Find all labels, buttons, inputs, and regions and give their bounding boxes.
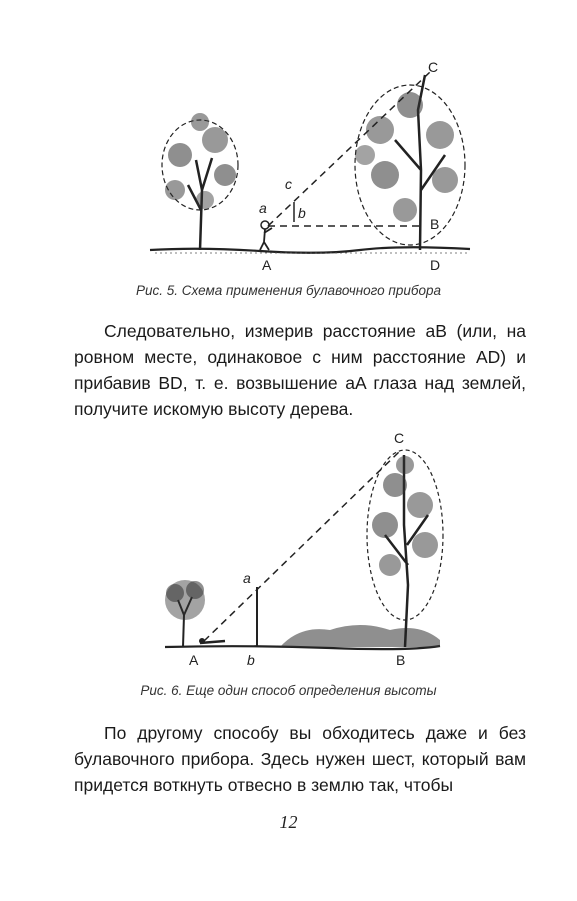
paragraph-1-text: Следовательно, измерив расстояние aB (или, на ровном месте, одинаковое с ним расстояние AD) и прибавив BD, т. е. возвышение aA глаза над землей, получите искомую высоту дерева. bbox=[74, 321, 526, 419]
label-B: B bbox=[396, 652, 406, 668]
right-tree bbox=[355, 75, 465, 250]
paragraph-2-text: По другому способу вы обходитесь даже и без булавочного прибора. Здесь нужен шест, который вам придется воткнуть отвесно в землю так, чтобы bbox=[74, 723, 526, 795]
label-a: a bbox=[259, 200, 267, 216]
tall-tree bbox=[367, 450, 443, 647]
left-tree bbox=[162, 113, 238, 250]
paragraph-2 bbox=[74, 720, 526, 798]
figure-6-drawing bbox=[0, 425, 577, 675]
label-c: c bbox=[285, 176, 292, 192]
figure-5-caption: Рис. 5. Схема применения булавочного прибора bbox=[136, 283, 441, 298]
figure-5-illustration bbox=[0, 50, 577, 280]
page-number: 12 bbox=[279, 812, 298, 832]
figure-5-drawing bbox=[0, 50, 577, 280]
label-b: b bbox=[298, 205, 306, 221]
label-a: a bbox=[243, 570, 251, 586]
label-A: A bbox=[262, 257, 272, 273]
label-C: C bbox=[394, 430, 405, 446]
small-tree bbox=[165, 580, 205, 647]
label-A: A bbox=[189, 652, 199, 668]
figure-6-illustration bbox=[0, 425, 577, 675]
label-b: b bbox=[247, 652, 255, 668]
label-C: C bbox=[428, 59, 439, 75]
figure-6-caption: Рис. 6. Еще один способ определения высоты bbox=[140, 683, 437, 698]
label-B: B bbox=[430, 216, 440, 232]
paragraph-1 bbox=[74, 318, 526, 422]
label-D: D bbox=[430, 257, 441, 273]
